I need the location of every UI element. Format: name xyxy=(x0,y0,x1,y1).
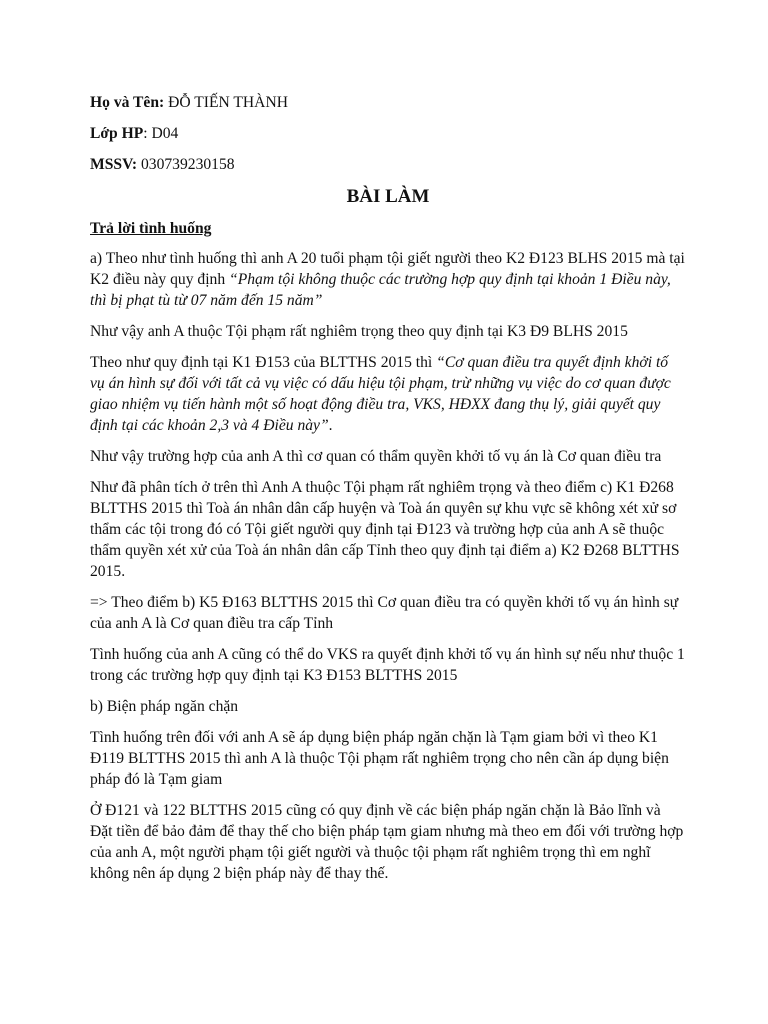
paragraph-3-text: Theo như quy định tại K1 Đ153 của BLTTHS 2015 thì xyxy=(90,354,437,371)
paragraph-1 xyxy=(90,248,686,311)
paragraph-7: Tình huống của anh A cũng có thể do VKS ra quyết định khởi tố vụ án hình sự nếu như thuộc 1 trong các trường hợp quy định tại K3 Đ153 BLTTHS 2015 xyxy=(90,646,685,684)
paragraph-4: Như vậy trường hợp của anh A thì cơ quan có thẩm quyền khởi tố vụ án là Cơ quan điều tra xyxy=(90,448,662,465)
paragraph-8: b) Biện pháp ngăn chặn xyxy=(90,698,239,715)
paragraph-9: Tình huống trên đối với anh A sẽ áp dụng biện pháp ngăn chặn là Tạm giam bởi vì theo K1 Đ119 BLTTHS 2015 thì anh A là thuộc Tội phạm rất nghiêm trọng cho nên cần áp dụng biện pháp đó là Tạm giam xyxy=(90,729,669,788)
paragraph-3 xyxy=(90,352,686,436)
name-label: Họ và Tên: xyxy=(90,94,165,111)
paragraph-2: Như vậy anh A thuộc Tội phạm rất nghiêm trọng theo quy định tại K3 Đ9 BLHS 2015 xyxy=(90,323,628,340)
class-label: Lớp HP xyxy=(90,125,144,142)
paragraph-10: Ở Đ121 và 122 BLTTHS 2015 cũng có quy định về các biện pháp ngăn chặn là Bảo lĩnh và Đặt tiền để bảo đảm để thay thế cho biện pháp tạm giam nhưng mà theo em đối với trường hợp của anh A, một người phạm tội giết người và thuộc tội phạm rất nghiêm trọng thì em nghĩ không nên áp dụng 2 biện pháp này để thay thế. xyxy=(90,802,684,882)
paragraph-1-quote: “Phạm tội không thuộc các trường hợp quy định tại khoản 1 Điều này, thì bị phạt tù từ 07 năm đến 15 năm” xyxy=(90,271,671,309)
class-value: : D04 xyxy=(143,125,179,142)
paragraph-1-text: a) Theo như tình huống thì anh A 20 tuổi phạm tội giết người theo K2 Đ123 BLHS 2015 mà tại K2 điều này quy định xyxy=(90,250,685,288)
class-line xyxy=(90,123,686,144)
student-id-value: 030739230158 xyxy=(137,156,235,173)
student-name-line xyxy=(90,92,686,113)
name-value: ĐỖ TIẾN THÀNH xyxy=(164,94,288,111)
paragraph-3-end: . xyxy=(328,417,333,434)
student-id-line xyxy=(90,154,686,175)
document-title: BÀI LÀM xyxy=(346,186,430,207)
section-heading: Trả lời tình huống xyxy=(90,220,212,237)
student-id-label: MSSV: xyxy=(90,156,138,173)
paragraph-6: => Theo điểm b) K5 Đ163 BLTTHS 2015 thì Cơ quan điều tra có quyền khởi tố vụ án hình sự của anh A là Cơ quan điều tra cấp Tỉnh xyxy=(90,594,679,632)
paragraph-3-quote: “Cơ quan điều tra quyết định khởi tố vụ án hình sự đối với tất cả vụ việc có dấu hiệu tội phạm, trừ những vụ việc do cơ quan được giao nhiệm vụ tiến hành một số hoạt động điều tra, VKS, HĐXX đang thụ lý, giải quyết quy định tại các khoản 2,3 và 4 Điều này” xyxy=(90,354,671,434)
paragraph-5: Như đã phân tích ở trên thì Anh A thuộc Tội phạm rất nghiêm trọng và theo điểm c) K1 Đ268 BLTTHS 2015 thì Toà án nhân dân cấp huyện và Toà án quyên sự khu vực sẽ không xét xử sơ thẩm các tội trong đó có Tội giết người quy định tại Đ123 và trường hợp của anh A sẽ thuộc thẩm quyền xét xử của Toà án nhân dân cấp Tỉnh theo quy định tại điểm a) K2 Đ268 BLTTHS 2015. xyxy=(90,479,680,580)
